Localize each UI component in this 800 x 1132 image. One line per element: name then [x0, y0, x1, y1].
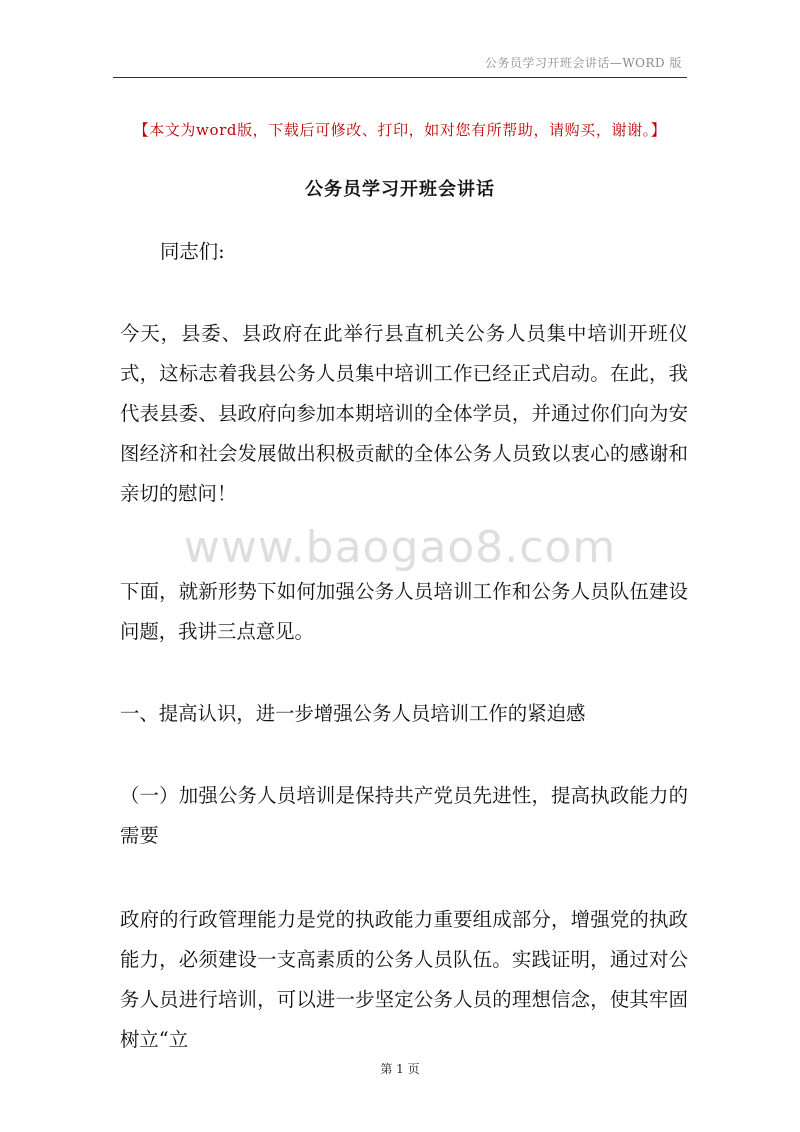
paragraph-opening: 今天，县委、县政府在此举行县直机关公务人员集中培训开班仪式，这标志着我县公务人员集中培训工作已经正式启动。在此，我代表县委、县政府向参加本期培训的全体学员，并通过你们向为安图经济和社会发展做出积极贡献的全体公务人员致以衷心的感谢和亲切的慰问！ [120, 322, 688, 505]
header-divider [113, 77, 687, 78]
header-title: 公务员学习开班会讲话—WORD 版 [484, 56, 682, 70]
paragraph-intro: 下面，就新形势下如何加强公务人员培训工作和公务人员队伍建设问题，我讲三点意见。 [120, 580, 688, 643]
watermark: www.baogao8.com [183, 522, 617, 573]
subsection-heading-1: （一）加强公务人员培训是保持共产党员先进性，提高执政能力的需要 [120, 784, 688, 847]
document-title: 公务员学习开班会讲话 [305, 179, 495, 200]
greeting: 同志们: [160, 240, 225, 263]
section-heading-1: 一、提高认识，进一步增强公务人员培训工作的紧迫感 [120, 702, 586, 725]
paragraph-body: 政府的行政管理能力是党的执政能力重要组成部分，增强党的执政能力，必须建设一支高素质的公务人员队伍。实践证明，通过对公务人员进行培训，可以进一步坚定公务人员的理想信念，使其牢固树立“立 [120, 908, 688, 1051]
page-number: 第 1 页 [380, 1062, 420, 1076]
purchase-notice: 【本文为word版，下载后可修改、打印，如对您有所帮助，请购买，谢谢。】 [133, 121, 667, 139]
